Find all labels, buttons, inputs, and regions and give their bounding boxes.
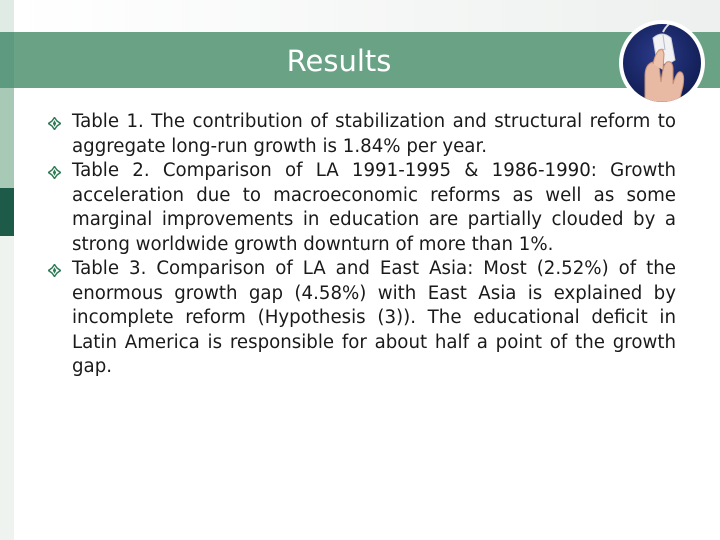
bullet-item xyxy=(48,257,676,380)
left-accent-strip-top xyxy=(0,0,14,32)
left-accent-strip-dark xyxy=(0,188,14,236)
diamond-x-bullet-icon xyxy=(48,117,61,130)
bullet-list xyxy=(48,110,676,380)
top-gradient-band xyxy=(14,0,720,32)
diamond-x-bullet-icon xyxy=(48,166,61,179)
bullet-text: Table 3. Comparison of LA and East Asia: Most (2.52%) of the enormous growth gap (4.58%) with East Asia is explained by incomplete reform (Hypothesis (3)). The educational deficit in Latin America is responsible for about half a point of the growth gap. xyxy=(72,258,676,377)
bullet-text: Table 2. Comparison of LA 1991-1995 & 1986-1990: Growth acceleration due to macroeconomic reforms as well as some marginal improvements in education are partially clouded by a strong worldwide growth downturn of more than 1%. xyxy=(72,160,676,255)
slide-title: Results xyxy=(286,44,392,78)
hand-mouse-photo xyxy=(623,24,701,102)
bullet-item xyxy=(48,159,676,257)
left-accent-strip-bottom xyxy=(0,236,14,540)
left-accent-strip-title xyxy=(0,32,14,88)
bullet-text: Table 1. The contribution of stabilization and structural reform to aggregate long-run growth is 1.84% per year. xyxy=(72,111,676,157)
hand-clicking-mouse-icon xyxy=(623,24,701,102)
diamond-x-bullet-icon xyxy=(48,264,61,277)
bullet-item xyxy=(48,110,676,159)
left-accent-strip-light xyxy=(0,88,14,188)
